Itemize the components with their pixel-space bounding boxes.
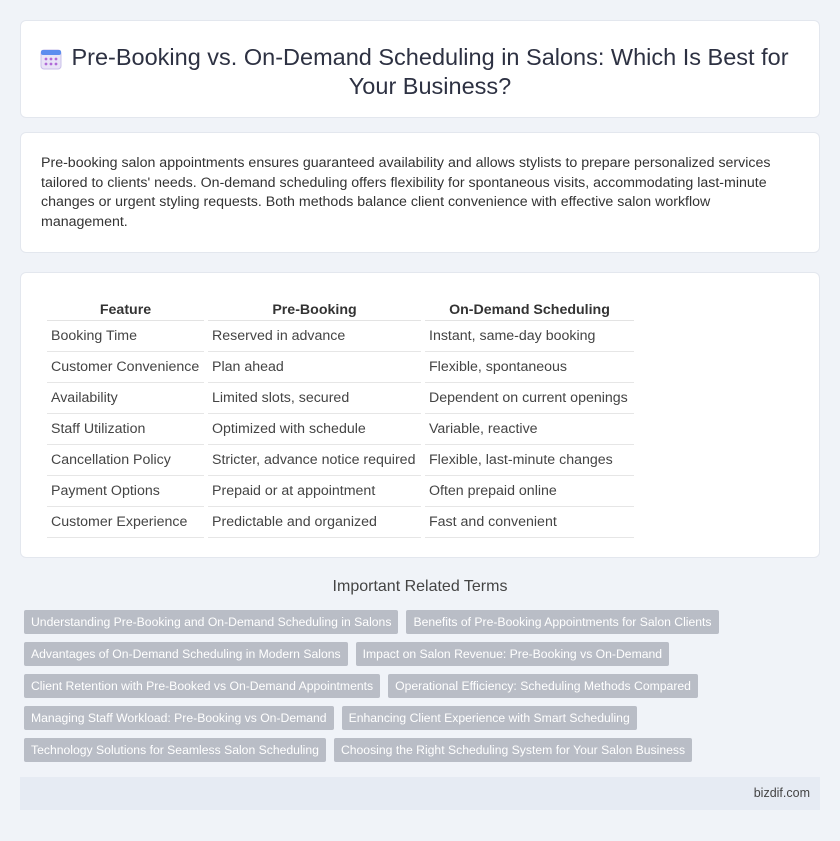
page-title: Pre-Booking vs. On-Demand Scheduling in Salons: Which Is Best for Your Business? [71, 44, 789, 99]
related-terms-heading: Important Related Terms [332, 578, 508, 595]
feature-cell: Booking Time [47, 321, 204, 352]
column-header-feature: Feature [47, 295, 204, 321]
related-term-link[interactable]: Operational Efficiency: Scheduling Methods Compared [388, 674, 698, 698]
related-term-link[interactable]: Client Retention with Pre-Booked vs On-Demand Appointments [24, 674, 380, 698]
feature-cell: Cancellation Policy [47, 445, 204, 476]
feature-cell: Staff Utilization [47, 414, 204, 445]
table-header-row [47, 295, 634, 321]
column-header-on-demand: On-Demand Scheduling [425, 295, 634, 321]
column-header-pre-booking: Pre-Booking [208, 295, 421, 321]
title-card [20, 20, 820, 118]
related-terms-list [24, 610, 824, 770]
on-demand-cell: Variable, reactive [425, 414, 634, 445]
table-row [47, 321, 634, 352]
intro-paragraph: Pre-booking salon appointments ensures guaranteed availability and allows stylists to prepare personalized services tailored to clients' needs. On-demand scheduling offers flexibility for spontaneous visits, accommodating last-minute changes or urgent styling requests. Both methods balance client convenience with effective salon workflow management. [41, 155, 771, 230]
pre-booking-cell: Reserved in advance [208, 321, 421, 352]
on-demand-cell: Fast and convenient [425, 507, 634, 538]
table-row [47, 445, 634, 476]
site-link[interactable]: bizdif.com [753, 786, 810, 800]
pre-booking-cell: Limited slots, secured [208, 383, 421, 414]
feature-cell: Availability [47, 383, 204, 414]
related-term-link[interactable]: Enhancing Client Experience with Smart Scheduling [342, 706, 637, 730]
on-demand-cell: Flexible, spontaneous [425, 352, 634, 383]
feature-cell: Payment Options [47, 476, 204, 507]
related-term-link[interactable]: Benefits of Pre-Booking Appointments for Salon Clients [406, 610, 718, 634]
on-demand-cell: Flexible, last-minute changes [425, 445, 634, 476]
pre-booking-cell: Predictable and organized [208, 507, 421, 538]
feature-cell: Customer Experience [47, 507, 204, 538]
table-row [47, 383, 634, 414]
related-term-link[interactable]: Advantages of On-Demand Scheduling in Modern Salons [24, 642, 348, 666]
on-demand-cell: Dependent on current openings [425, 383, 634, 414]
related-term-link[interactable]: Technology Solutions for Seamless Salon Scheduling [24, 738, 326, 762]
comparison-table [43, 295, 638, 538]
pre-booking-cell: Stricter, advance notice required [208, 445, 421, 476]
calendar-icon [39, 47, 63, 71]
related-term-link[interactable]: Choosing the Right Scheduling System for Your Salon Business [334, 738, 692, 762]
footer [20, 777, 820, 810]
pre-booking-cell: Plan ahead [208, 352, 421, 383]
comparison-card [20, 272, 820, 558]
table-row [47, 476, 634, 507]
on-demand-cell: Instant, same-day booking [425, 321, 634, 352]
feature-cell: Customer Convenience [47, 352, 204, 383]
related-term-link[interactable]: Understanding Pre-Booking and On-Demand Scheduling in Salons [24, 610, 398, 634]
table-row [47, 414, 634, 445]
related-term-link[interactable]: Impact on Salon Revenue: Pre-Booking vs On-Demand [356, 642, 669, 666]
on-demand-cell: Often prepaid online [425, 476, 634, 507]
intro-card [20, 132, 820, 253]
related-term-link[interactable]: Managing Staff Workload: Pre-Booking vs On-Demand [24, 706, 334, 730]
table-row [47, 507, 634, 538]
pre-booking-cell: Optimized with schedule [208, 414, 421, 445]
pre-booking-cell: Prepaid or at appointment [208, 476, 421, 507]
table-row [47, 352, 634, 383]
